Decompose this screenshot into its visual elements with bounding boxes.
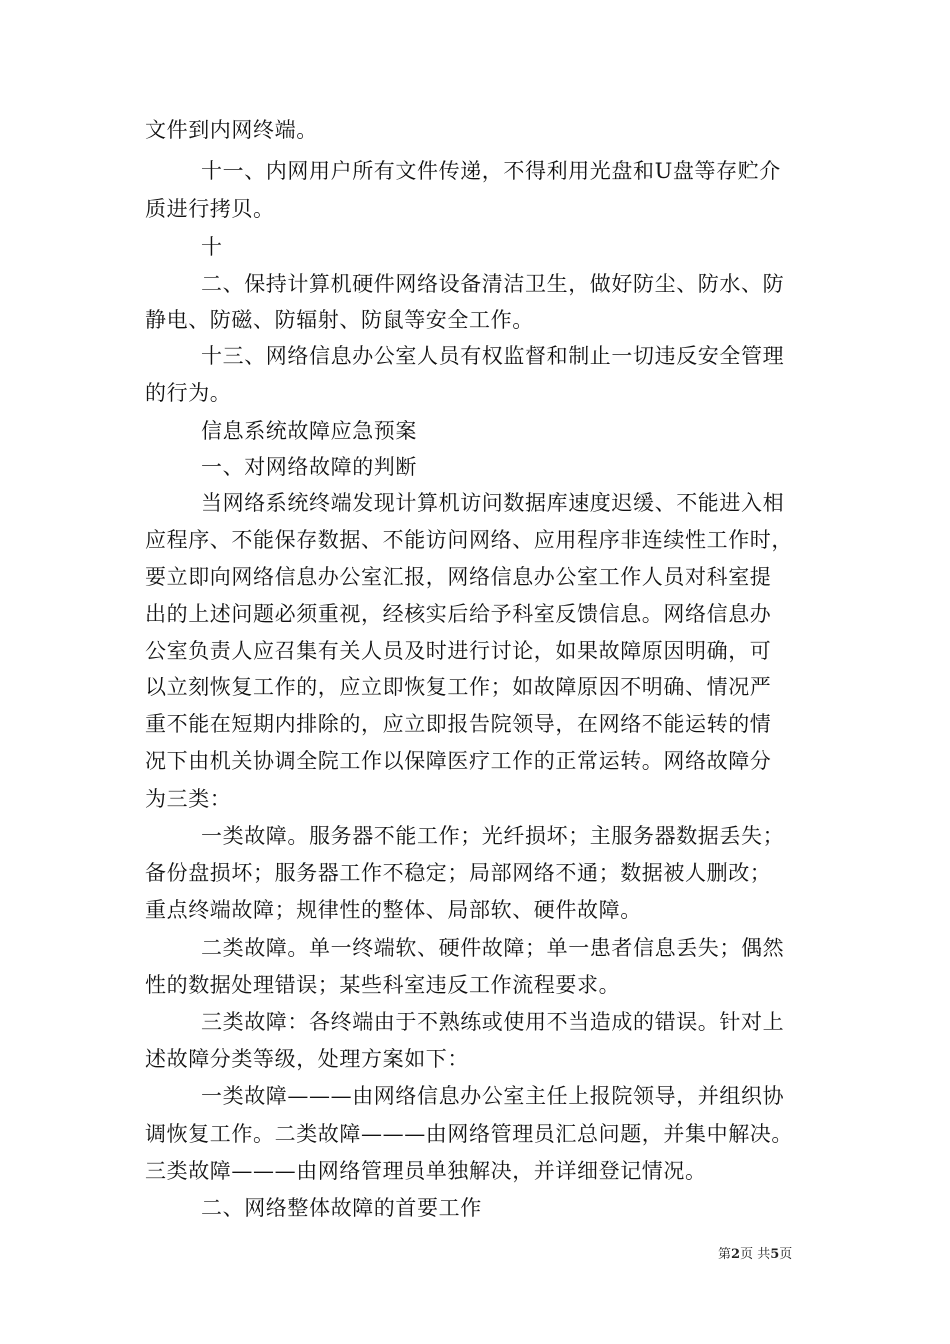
text-line: 要立即向网络信息办公室汇报，网络信息办公室工作人员对科室提 [145, 565, 772, 589]
text-line: 性的数据处理错误；某些科室违反工作流程要求。 [145, 973, 621, 997]
text-line: 二类故障。单一终端软、硬件故障；单一患者信息丢失；偶然 [201, 936, 785, 960]
section-heading: 二、网络整体故障的首要工作 [201, 1196, 482, 1220]
text-line: 调恢复工作。二类故障———由网络管理员汇总问题，并集中解决。 [145, 1122, 793, 1146]
text-line: 文件到内网终端。 [145, 118, 318, 142]
text-line: 以立刻恢复工作的，应立即恢复工作；如故障原因不明确、情况严 [145, 675, 772, 699]
text-line: 况下由机关协调全院工作以保障医疗工作的正常运转。网络故障分 [145, 749, 772, 773]
section-heading: 一、对网络故障的判断 [201, 455, 417, 479]
text-line: 一类故障。服务器不能工作；光纤损坏；主服务器数据丢失； [201, 824, 785, 848]
text-line: 公室负责人应召集有关人员及时进行讨论，如果故障原因明确，可 [145, 639, 772, 663]
footer-prefix: 第 [718, 1247, 732, 1262]
text-line: 质进行拷贝。 [145, 197, 275, 221]
text-line: 二、保持计算机硬件网络设备清洁卫生，做好防尘、防水、防 [201, 272, 785, 296]
text-line: 重点终端故障；规律性的整体、局部软、硬件故障。 [145, 898, 642, 922]
page-number-footer [718, 1247, 792, 1263]
text-line: 为三类： [145, 787, 232, 811]
text-line: 出的上述问题必须重视，经核实后给予科室反馈信息。网络信息办 [145, 602, 772, 626]
total-page-number: 5 [770, 1247, 780, 1262]
section-heading: 信息系统故障应急预案 [201, 419, 417, 443]
text-line: 三类故障———由网络管理员单独解决，并详细登记情况。 [145, 1159, 707, 1183]
text-line: 十一、内网用户所有文件传递，不得利用光盘和U盘等存贮介 [201, 159, 781, 183]
text-line: 十 [201, 235, 223, 259]
text-line: 当网络系统终端发现计算机访问数据库速度迟缓、不能进入相 [201, 491, 785, 515]
footer-suffix: 页 [779, 1247, 793, 1262]
text-line: 静电、防磁、防辐射、防鼠等安全工作。 [145, 308, 534, 332]
text-line: 三类故障：各终端由于不熟练或使用不当造成的错误。针对上 [201, 1010, 785, 1034]
text-line: 备份盘损坏；服务器工作不稳定；局部网络不通；数据被人删改； [145, 861, 772, 885]
footer-middle: 页 共 [740, 1247, 771, 1262]
current-page-number: 2 [731, 1247, 741, 1262]
text-line: 十三、网络信息办公室人员有权监督和制止一切违反安全管理 [201, 344, 785, 368]
text-line: 一类故障———由网络信息办公室主任上报院领导，并组织协 [201, 1084, 785, 1108]
text-line: 的行为。 [145, 381, 232, 405]
text-line: 应程序、不能保存数据、不能访问网络、应用程序非连续性工作时， [145, 528, 793, 552]
text-line: 述故障分类等级，处理方案如下： [145, 1047, 469, 1071]
text-line: 重不能在短期内排除的，应立即报告院领导，在网络不能运转的情 [145, 712, 772, 736]
